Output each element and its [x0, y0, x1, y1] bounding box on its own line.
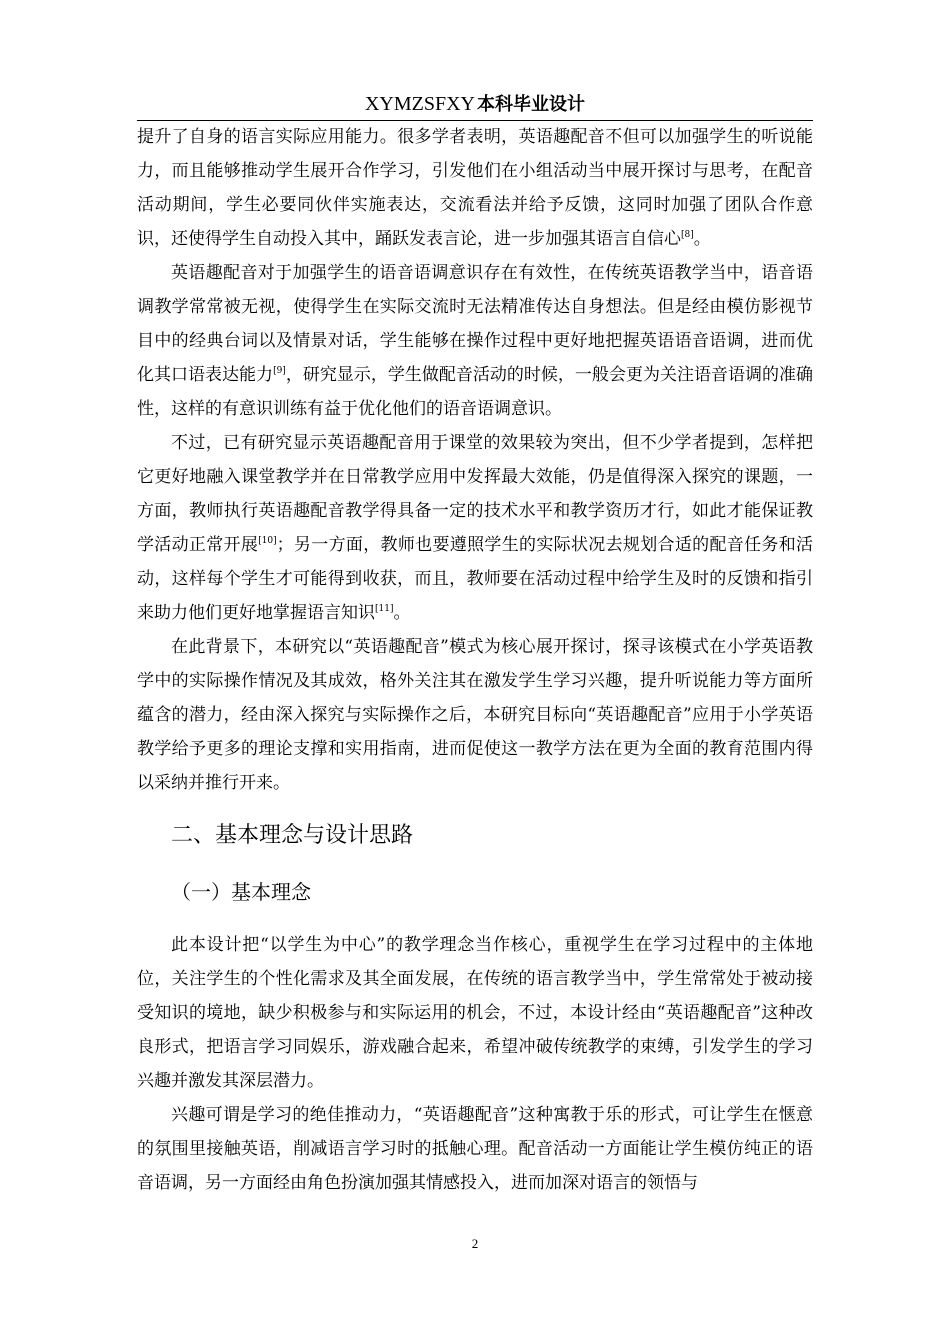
page-number: 2 [471, 1236, 479, 1251]
paragraph-continuation: 提升了自身的语言实际应用能力。很多学者表明，英语趣配音不但可以加强学生的听说能力，而且能够推动学生展开合作学习，引发他们在小组活动当中展开探讨与思考，在配音活动期间，学生必要同伙伴实施表达，交流看法并给予反馈，这同时加强了团队合作意识，还使得学生自动投入其中，踊跃发表言论，进一步加强其语言自信心[8]。 [137, 127, 813, 249]
page-body [137, 120, 813, 1200]
paragraph-background: 在此背景下，本研究以“英语趣配音”模式为核心展开探讨，探寻该模式在小学英语教学中的实际操作情况及其成效，格外关注其在激发学生学习兴趣，提升听说能力等方面所蕴含的潜力，经由深入探究与实际操作之后，本研究目标向“英语趣配音”应用于小学英语教学给予更多的理论支撑和实用指南，进而促使这一教学方法在更为全面的教育范围内得以采纳并推行开来。 [137, 637, 813, 793]
paragraph-intonation: 英语趣配音对于加强学生的语音语调意识存在有效性，在传统英语教学当中，语音语调教学常常被无视，使得学生在实际交流时无法精准传达自身想法。但是经由模仿影视节目中的经典台词以及情景对话，学生能够在操作过程中更好地把握英语语音语调，进而优化其口语表达能力[9]，研究显示，学生做配音活动的时候，一般会更为关注语音语调的准确性，这样的有意识训练有益于优化他们的语音语调意识。 [137, 263, 814, 419]
subsection-heading: （一）基本理念 [171, 880, 311, 904]
section-heading: 二、基本理念与设计思路 [171, 823, 414, 848]
citation-8: [8] [681, 230, 694, 240]
citation-10: [10] [258, 536, 277, 546]
header-code: XYMZSFXY [364, 93, 476, 115]
citation-11: [11] [375, 604, 394, 614]
paragraph-interest: 兴趣可谓是学习的绝佳推动力，“英语趣配音”这种寓教于乐的形式，可让学生在惬意的氛围里接触英语，削减语言学习时的抵触心理。配音活动一方面能让学生模仿纯正的语音语调，另一方面经由角色扮演加强其情感投入，进而加深对语言的领悟与 [137, 1105, 813, 1193]
citation-9: [9] [273, 366, 286, 376]
paragraph-challenges: 不过，已有研究显示英语趣配音用于课堂的效果较为突出，但不少学者提到，怎样把它更好地融入课堂教学并在日常教学应用中发挥最大效能，仍是值得深入探究的课题，一方面，教师执行英语趣配音教学得具备一定的技术水平和教学资历才行，如此才能保证教学活动正常开展[10]；另一方面，教师也要遵照学生的实际状况去规划合适的配音任务和活动，这样每个学生才可能得到收获，而且，教师要在活动过程中给学生及时的反馈和指引来助力他们更好地掌握语言知识[11]。 [137, 433, 814, 623]
header-title: 本科毕业设计 [477, 94, 586, 115]
page-header [137, 88, 813, 121]
paragraph-student-centered: 此本设计把“以学生为中心”的教学理念当作核心，重视学生在学习过程中的主体地位，关注学生的个性化需求及其全面发展，在传统的语言教学当中，学生常常处于被动接受知识的境地，缺少积极参与和实际运用的机会，不过，本设计经由“英语趣配音”这种改良形式，把语言学习同娱乐，游戏融合起来，希望冲破传统教学的束缚，引发学生的学习兴趣并激发其深层潜力。 [137, 935, 813, 1091]
